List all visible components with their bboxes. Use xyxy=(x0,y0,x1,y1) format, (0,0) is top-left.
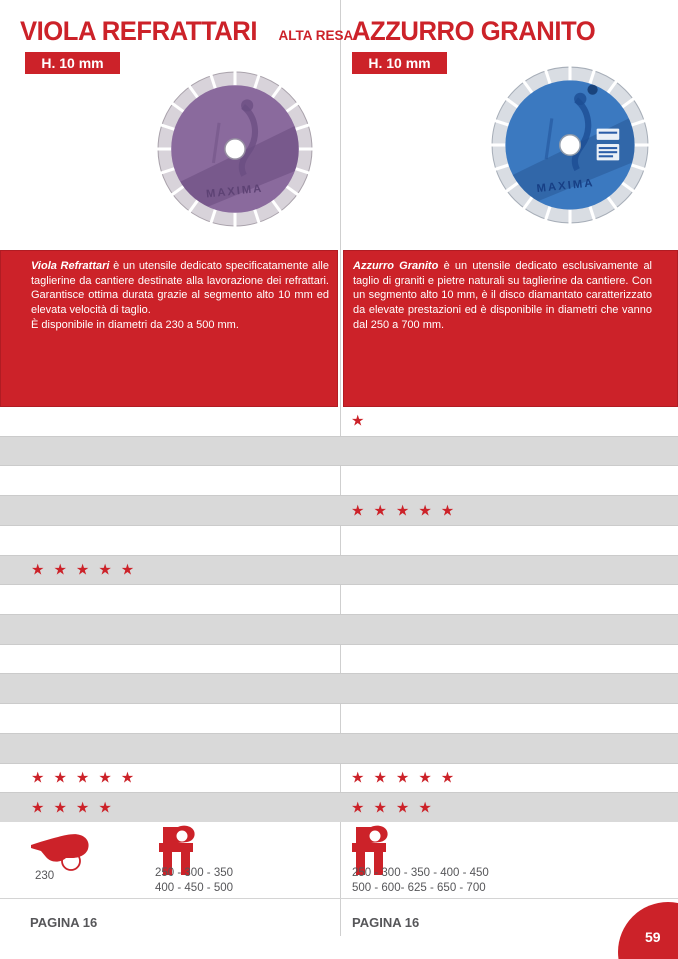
rating-row xyxy=(0,673,678,703)
description-body-right: è un utensile dedicato esclusivamente al taglio di graniti e pietre naturali su taglierine da cantiere. Con un segmento alto 10 mm, è il disco diamantato caratterizzato da elevate prestazioni ed è disponibile in diametri che vanno dal 250 a 700 mm. xyxy=(353,260,653,331)
description-body-left: è un utensile dedicato specificatamente alle taglierine da cantiere destinate alla lavorazione dei refrattari. Garantisce ottima durata grazie al segmento alto 10 mm ed elevata velocità di taglio. xyxy=(31,260,329,317)
rating-row xyxy=(0,436,678,466)
disc-brand-left: MAXIMA xyxy=(205,182,264,201)
disc-brand-right: MAXIMA xyxy=(536,177,596,196)
description-line2-left: È disponibile in diametri da 230 a 500 mm. xyxy=(31,318,239,331)
product-title-left: VIOLA REFRATTARI xyxy=(20,16,258,46)
product-header-left xyxy=(20,16,353,47)
footer-rule xyxy=(0,898,678,899)
stars-left: ★★★★★ xyxy=(31,769,144,787)
rating-row xyxy=(0,555,678,585)
product-title-suffix-left: ALTA RESA xyxy=(278,28,354,43)
stars-right: ★★★★★ xyxy=(351,502,464,520)
rating-row xyxy=(0,703,678,733)
grinder-diameters-left: 230 xyxy=(35,870,55,882)
saw-diameters-left xyxy=(155,866,233,896)
height-badge-right: H. 10 mm xyxy=(352,52,447,74)
saw-diameters-right xyxy=(352,866,489,896)
product-title-right: AZZURRO GRANITO xyxy=(352,16,596,46)
footer-page-ref-left: PAGINA 16 xyxy=(30,915,98,930)
saw-diameters-right-line2: 500 - 600- 625 - 650 - 700 xyxy=(352,882,486,894)
rating-row xyxy=(0,763,678,793)
angle-grinder-icon xyxy=(30,830,92,872)
stars-right: ★★★★ xyxy=(351,799,441,817)
rating-row xyxy=(0,407,678,436)
rating-row xyxy=(0,584,678,614)
stars-right: ★ xyxy=(351,412,374,430)
rating-row xyxy=(0,644,678,674)
product-header-right xyxy=(352,16,608,47)
description-lead-right: Azzurro Granito xyxy=(353,260,439,272)
rating-row xyxy=(0,733,678,763)
description-lead-left: Viola Refrattari xyxy=(31,260,110,272)
ratings-table xyxy=(0,407,678,822)
stars-right: ★★★★★ xyxy=(351,769,464,787)
rating-row xyxy=(0,495,678,525)
saw-diameters-left-line2: 400 - 450 - 500 xyxy=(155,882,234,894)
blue-disc-image xyxy=(490,65,650,225)
description-left xyxy=(0,250,338,407)
rating-row xyxy=(0,465,678,495)
stars-left: ★★★★ xyxy=(31,799,121,817)
saw-diameters-right-line1: 250 - 300 - 350 - 400 - 450 xyxy=(352,867,489,879)
saw-diameters-left-line1: 250 - 300 - 350 xyxy=(155,867,234,879)
rating-row xyxy=(0,614,678,644)
rating-row xyxy=(0,525,678,555)
description-right xyxy=(343,250,678,407)
purple-disc-image xyxy=(156,70,314,228)
height-badge-left: H. 10 mm xyxy=(25,52,120,74)
footer-page-ref-right: PAGINA 16 xyxy=(352,915,420,930)
page-number: 59 xyxy=(645,929,661,945)
rating-row xyxy=(0,792,678,822)
stars-left: ★★★★★ xyxy=(31,561,144,579)
